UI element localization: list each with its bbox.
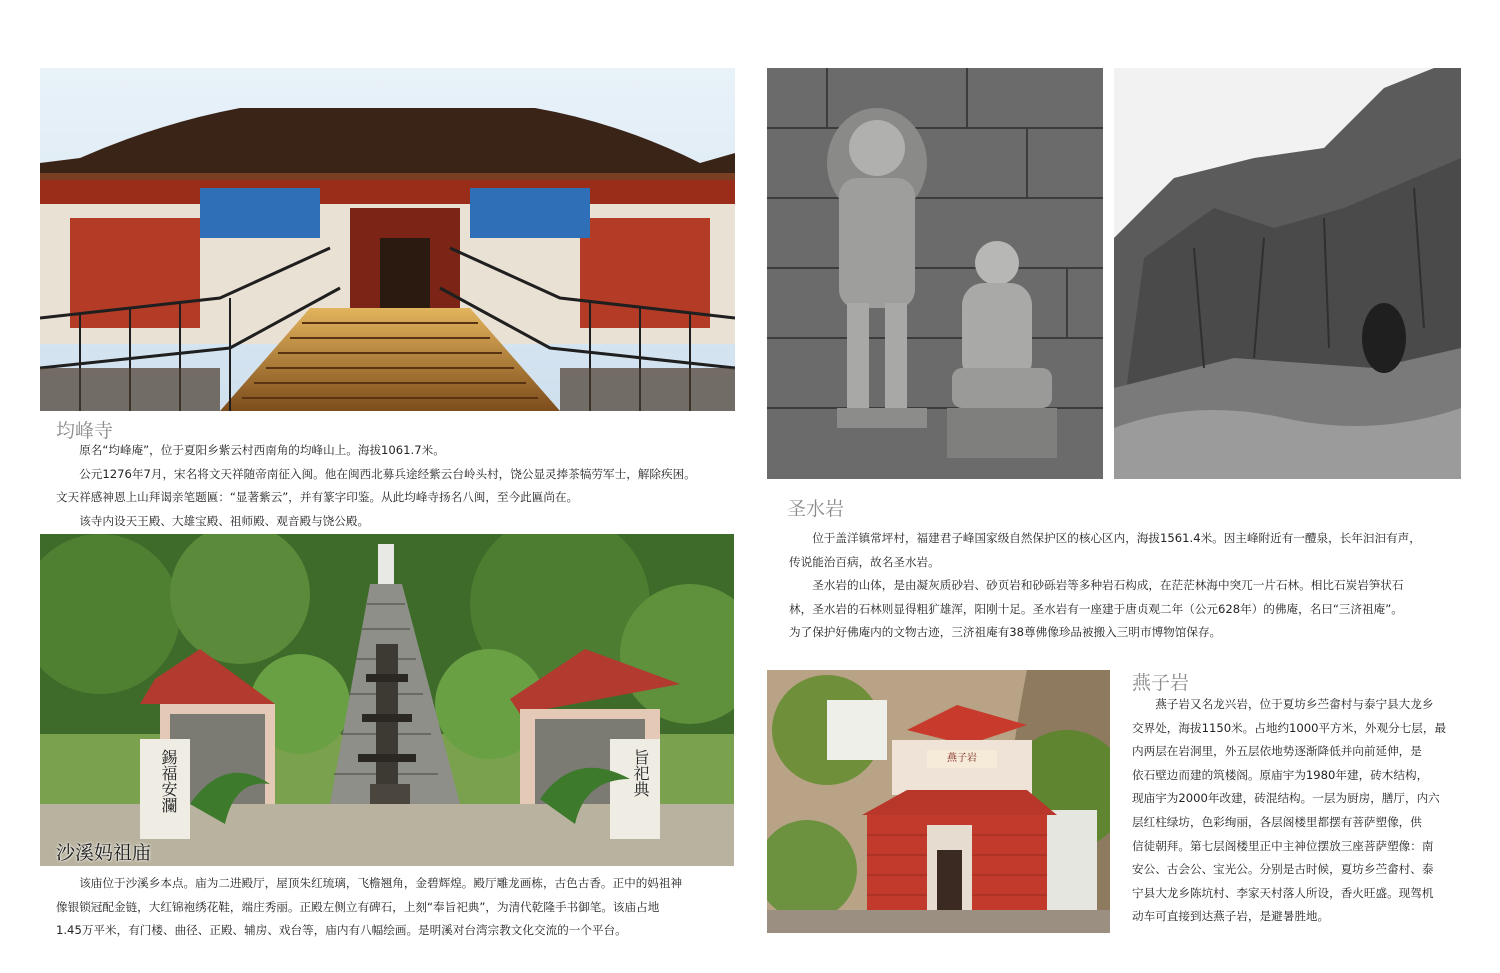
shengshui-para-2: 传说能治百病，故名圣水岩。 — [789, 554, 940, 569]
yanzi-text — [1132, 693, 1472, 929]
junfeng-para-4: 该寺内设天王殿、大雄宝殿、祖师殿、观音殿与饶公殿。 — [79, 513, 370, 528]
stele-right-text: 旨祀典 — [631, 749, 650, 797]
shengshui-cliff-photo — [1114, 68, 1461, 479]
yanzi-para-6: 层红柱绿坊，色彩绚丽，各层阁楼里都摆有菩萨塑像，供 — [1132, 814, 1422, 829]
yanzi-para-5: 现庙宇为2000年改建，砖混结构。一层为厨房，膳厅，内六 — [1132, 791, 1440, 806]
shaxi-title: 沙溪妈祖庙 — [56, 842, 152, 864]
yanzi-para-3: 内两层在岩洞里，外五层依地势逐渐降低并向前延伸，是 — [1132, 744, 1422, 759]
junfeng-para-3: 文天祥感神恩上山拜谒亲笔题匾：“显著紫云”，并有篆字印鉴。从此均峰寺扬名八闽，至今此匾尚在。 — [56, 490, 579, 505]
junfeng-text — [56, 439, 746, 533]
shengshui-para-3: 圣水岩的山体，是由凝灰质砂岩、砂页岩和砂砾岩等多种岩石构成，在茫茫林海中突兀一片石林。相比石炭岩笋状石 — [812, 578, 1404, 593]
shengshui-title: 圣水岩 — [787, 498, 845, 520]
yanzi-para-1: 燕子岩又名龙兴岩，位于夏坊乡苎畲村与泰宁县大龙乡 — [1155, 697, 1434, 711]
junfeng-temple-photo — [40, 68, 735, 411]
shengshui-para-5: 为了保护好佛庵内的文物古迹，三济祖庵有38尊佛像珍品被搬入三明市博物馆保存。 — [789, 625, 1222, 640]
yanzi-para-7: 信徒朝拜。第七层阁楼里正中主神位摆放三座菩萨塑像：南 — [1132, 838, 1434, 853]
shaxi-para-2: 像银锁冠配金链，大红锦袍绣花鞋，端庄秀丽。正殿左侧立有碑石，上刻“奉旨祀典”，为清代乾隆手书御笔。该庙占地 — [56, 899, 660, 914]
yanzi-title: 燕子岩 — [1132, 672, 1190, 694]
junfeng-para-2: 公元1276年7月，宋名将文天祥随帝南征入闽。他在闽西北募兵途经紫云台岭头村，饶公显灵捧茶犒劳军士，解除疾困。 — [79, 466, 696, 481]
yanzi-para-2: 交界处，海拔1150米。占地约1000平方米，外观分七层，最 — [1132, 720, 1447, 735]
yanzi-para-8: 安公、古会公、宝光公。分别是古时候，夏坊乡苎畲村、泰 — [1132, 862, 1434, 877]
yanzi-para-4: 依石壁边而建的筑楼阁。原庙宇为1980年建，砖木结构， — [1132, 767, 1429, 782]
shengshui-para-1: 位于盖洋镇常坪村，福建君子峰国家级自然保护区的核心区内，海拔1561.4米。因主峰附近有一醴泉，长年汩汩有声， — [812, 531, 1421, 545]
shaxi-para-1: 该庙位于沙溪乡本点。庙为二进殿厅，屋顶朱红琉璃，飞檐翘角，金碧辉煌。殿厅雕龙画栋，古色古香。正中的妈祖神 — [79, 876, 683, 890]
yanzi-para-10: 动车可直接到达燕子岩，是避暑胜地。 — [1132, 909, 1330, 924]
shengshui-para-4: 林，圣水岩的石林则显得粗犷雄浑，阳刚十足。圣水岩有一座建于唐贞观二年（公元628年）的佛庵，名曰“三济祖庵”。 — [789, 601, 1403, 616]
yanzi-temple-photo — [767, 670, 1110, 933]
shaxi-text — [56, 872, 746, 943]
shaxi-mazu-photo — [40, 534, 734, 866]
junfeng-para-1: 原名“均峰庵”，位于夏阳乡紫云村西南角的均峰山上。海拔1061.7米。 — [79, 443, 445, 457]
shengshui-carving-photo — [767, 68, 1103, 479]
yanzi-sign-text: 燕子岩 — [947, 753, 977, 764]
shengshui-text — [789, 527, 1469, 645]
junfeng-title: 均峰寺 — [56, 420, 114, 442]
stele-left-text: 錫福安瀾 — [159, 749, 178, 813]
yanzi-para-9: 宁县大龙乡陈坑村、李家天村落人所设，香火旺盛。现驾机 — [1132, 885, 1434, 900]
shaxi-para-3: 1.45万平米，有门楼、曲径、正殿、辅房、戏台等，庙内有八幅绘画。是明溪对台湾宗教文化交流的一个平台。 — [56, 923, 627, 938]
